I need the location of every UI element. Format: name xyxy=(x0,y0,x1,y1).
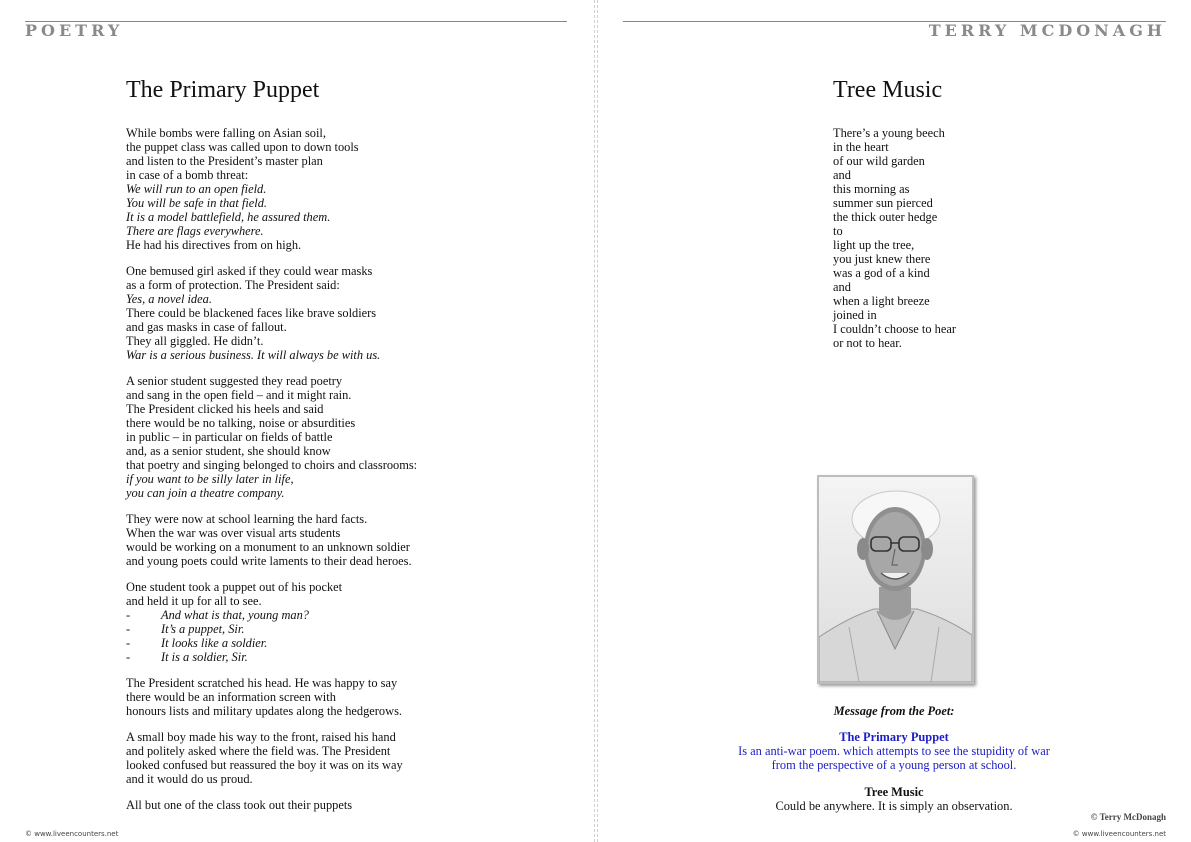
poem-line: We will run to an open field. xyxy=(126,182,267,196)
poem-body-tree-music xyxy=(833,126,1093,350)
message-tree-title: Tree Music xyxy=(864,785,924,799)
poem-line: looked confused but reassured the boy it was on its way xyxy=(126,758,403,772)
dialogue-dash: - xyxy=(126,608,131,622)
running-head-author: TERRY MCDONAGH xyxy=(928,21,1166,40)
poem-line: A senior student suggested they read poetry xyxy=(126,374,343,388)
poem-line: of our wild garden xyxy=(833,154,925,168)
poem-line: and young poets could write laments to their dead heroes. xyxy=(126,554,412,568)
message-primary-desc-1: Is an anti-war poem. which attempts to see the stupidity of war xyxy=(738,744,1050,758)
poem-line: in public – in particular on fields of battle xyxy=(126,430,333,444)
message-primary-puppet xyxy=(660,730,1128,772)
running-head-section: POETRY xyxy=(25,21,124,40)
dialogue-text: It looks like a soldier. xyxy=(161,636,268,650)
footer-website: © www.liveencounters.net xyxy=(25,830,119,838)
poem-line: that poetry and singing belonged to choirs and classrooms: xyxy=(126,458,418,472)
poem-line: I couldn’t choose to hear xyxy=(833,322,956,336)
poem-line: joined in xyxy=(833,308,877,322)
poem-line: and listen to the President’s master plan xyxy=(126,154,323,168)
poem-line: and sang in the open field – and it might rain. xyxy=(126,388,352,402)
poem-line: in case of a bomb threat: xyxy=(126,168,249,182)
poem-line: War is a serious business. It will always be with us. xyxy=(126,348,381,362)
poem-line: and xyxy=(833,168,851,182)
poem-line: They all giggled. He didn’t. xyxy=(126,334,264,348)
poem-line: when a light breeze xyxy=(833,294,930,308)
poem-line: It is a model battlefield, he assured them. xyxy=(126,210,331,224)
poem-line: light up the tree, xyxy=(833,238,915,252)
poem-line: honours lists and military updates along the hedgerows. xyxy=(126,704,402,718)
stanza xyxy=(126,676,566,718)
stanza xyxy=(126,126,566,252)
footer-website: © www.liveencounters.net xyxy=(1072,830,1166,838)
message-primary-title: The Primary Puppet xyxy=(839,730,949,744)
poem-line: you can join a theatre company. xyxy=(126,486,285,500)
poem-line: and held it up for all to see. xyxy=(126,594,262,608)
poem-line: and it would do us proud. xyxy=(126,772,253,786)
poem-line: While bombs were falling on Asian soil, xyxy=(126,126,326,140)
stanza xyxy=(126,374,566,500)
poem-line: The President clicked his heels and said xyxy=(126,402,324,416)
message-heading: Message from the Poet: xyxy=(833,704,955,718)
poet-message xyxy=(660,704,1128,813)
message-tree-music xyxy=(660,785,1128,813)
right-page xyxy=(600,0,1191,842)
dialogue-text: It’s a puppet, Sir. xyxy=(161,622,245,636)
poem-line: the puppet class was called upon to down tools xyxy=(126,140,359,154)
poem-line: to xyxy=(833,224,843,238)
dialogue-line xyxy=(126,608,566,622)
copyright-notice: © Terry McDonagh xyxy=(1090,812,1166,822)
dialogue-line xyxy=(126,622,566,636)
dialogue-text: And what is that, young man? xyxy=(161,608,309,622)
poem-line: One student took a puppet out of his pocket xyxy=(126,580,343,594)
page-spine xyxy=(594,0,598,842)
dialogue-line xyxy=(126,650,566,664)
poem-line: A small boy made his way to the front, raised his hand xyxy=(126,730,396,744)
dialogue-dash: - xyxy=(126,622,131,636)
poem-line: there would be no talking, noise or absurdities xyxy=(126,416,356,430)
poem-line: There could be blackened faces like brave soldiers xyxy=(126,306,377,320)
message-tree-desc: Could be anywhere. It is simply an observation. xyxy=(775,799,1013,813)
poem-line: and xyxy=(833,280,851,294)
poem-line: Yes, a novel idea. xyxy=(126,292,212,306)
stanza xyxy=(126,730,566,786)
poem-line: was a god of a kind xyxy=(833,266,930,280)
poem-line: this morning as xyxy=(833,182,910,196)
poem-line: There’s a young beech xyxy=(833,126,945,140)
poem-line: and politely asked where the field was. The President xyxy=(126,744,391,758)
poem-line: The President scratched his head. He was happy to say xyxy=(126,676,398,690)
poem-line: All but one of the class took out their puppets xyxy=(126,798,353,812)
poem-line: One bemused girl asked if they could wear masks xyxy=(126,264,373,278)
poem-line: as a form of protection. The President said: xyxy=(126,278,340,292)
poem-line: When the war was over visual arts students xyxy=(126,526,341,540)
poem-line: would be working on a monument to an unknown soldier xyxy=(126,540,410,554)
poem-line: They were now at school learning the hard facts. xyxy=(126,512,368,526)
poem-line: There are flags everywhere. xyxy=(126,224,264,238)
poem-line: the thick outer hedge xyxy=(833,210,938,224)
poet-portrait-photo xyxy=(817,475,974,684)
poem-line: You will be safe in that field. xyxy=(126,196,268,210)
message-primary-desc-2: from the perspective of a young person at school. xyxy=(771,758,1017,772)
poem-line: if you want to be silly later in life, xyxy=(126,472,294,486)
stanza xyxy=(126,580,566,664)
poem-line: in the heart xyxy=(833,140,889,154)
dialogue-line xyxy=(126,636,566,650)
poem-line: there would be an information screen with xyxy=(126,690,336,704)
poem-title: The Primary Puppet xyxy=(126,77,320,103)
dialogue-dash: - xyxy=(126,650,131,664)
poem-line: He had his directives from on high. xyxy=(126,238,302,252)
poem-line: and, as a senior student, she should know xyxy=(126,444,331,458)
poem-line: and gas masks in case of fallout. xyxy=(126,320,287,334)
poem-line: or not to hear. xyxy=(833,336,902,350)
portrait-image xyxy=(819,477,972,682)
poem-line: summer sun pierced xyxy=(833,196,933,210)
left-page xyxy=(0,0,592,842)
dialogue-text: It is a soldier, Sir. xyxy=(161,650,248,664)
poem-title: Tree Music xyxy=(833,77,943,103)
dialogue-dash: - xyxy=(126,636,131,650)
stanza xyxy=(126,798,566,812)
stanza xyxy=(126,512,566,568)
poem-line: you just knew there xyxy=(833,252,931,266)
poem-body-primary-puppet xyxy=(126,126,566,824)
stanza xyxy=(126,264,566,362)
